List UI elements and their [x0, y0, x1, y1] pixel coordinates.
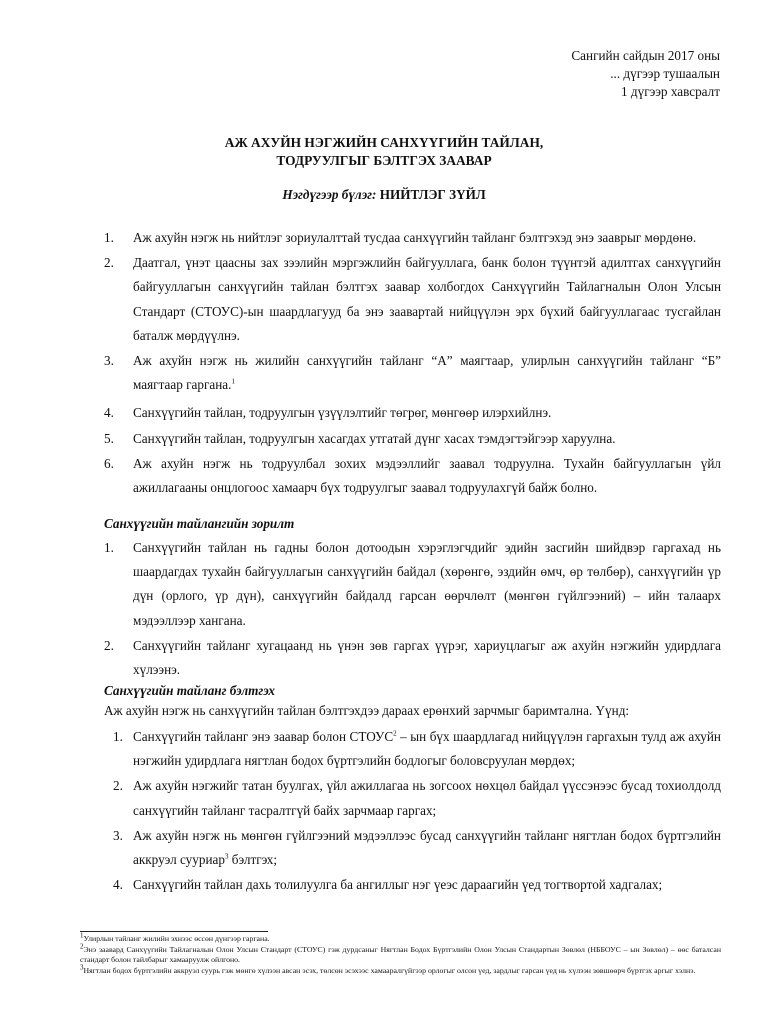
annex-line-2: ... дүгээр тушаалын [610, 66, 720, 81]
list-item: 1. Аж ахуйн нэгж нь нийтлэг зориулалттай тусдаа санхүүгийн тайланг бэлтгэхэд энэ зааврыг мөрдөнө. [104, 230, 697, 245]
list-item: 3. Аж ахуйн нэгж нь мөнгөн гүйлгээний мэдээллээс бусад санхүүгийн тайланг нягтлан бодох бүртгэлийн аккруэл сууриар$^3$ бэлтгэх; [113, 827, 721, 868]
chapter-prefix: Нэгдүгээр бүлэг: [282, 187, 377, 202]
document-title [0, 134, 768, 170]
footnote: $^2$Энэ заавард Санхүүгийн Тайлагналын Олон Улсын Стандарт (СТОУС) гэж дурдсаныг Нягтлан Бодох Бүртгэлийн Олон Улсын Стандартын Зөвлөл (НББОУС – ын Зөвлөл) – өөс баталсан стандарт болон тайлбарыг хамааруулж ойлгоно. [80, 941, 721, 964]
footnote-ref: 1 [231, 377, 235, 386]
title-line-1: АЖ АХУЙН НЭГЖИЙН САНХҮҮГИЙН ТАЙЛАН, [224, 135, 544, 150]
annex-line-3: 1 дүгээр хавсралт [621, 84, 720, 99]
list-item: 1. Санхүүгийн тайлан нь гадны болон дотоодын хэрэглэгчдийг эдийн засгийн шийдвэр гаргахад нь шаардагдах тухайн байгууллагын санхүүгийн байдал (хөрөнгө, эздийн өмч, өр төлбөр), санхүүгийн үр дүн (орлого, үр дүн), санхүүгийн байдалд гарсан өөрчлөлт (мөнгөн гүйлгээний) – ийн талаарх мэдээллээр хангана. [104, 540, 721, 628]
chapter-heading [0, 187, 768, 203]
list-item: 3. Аж ахуйн нэгж нь жилийн санхүүгийн тайланг “А” маягтаар, улирлын санхүүгийн тайланг “Б” маягтаар гаргана.$^1$ [104, 353, 721, 393]
chapter-name: НИЙТЛЭГ ЗҮЙЛ [379, 187, 486, 202]
footnotes [80, 931, 721, 976]
footnote: $^1$Улирлын тайланг жилийн эхнээс өссөн дүнгээр гаргана. [80, 931, 270, 943]
purpose-heading: Санхүүгийн тайлангийн зорилт [104, 516, 295, 531]
list-item: 2. Даатгал, үнэт цаасны зах зээлийн мэргэжлийн байгууллага, банк болон түүнтэй адилтгах санхүүгийн байгууллагын санхүүгийн тайлан бэлтгэх заавар холбогдох Санхүүгийн Тайлагналын Олон Улсын Стандарт (СТОУС)-ын шаардлагууд ба энэ заавартай нийцүүлэн эрх бүхий байгууллагаас тусгайлан баталж мөрдүүлнэ. [104, 255, 721, 343]
preparation-heading: Санхүүгийн тайланг бэлтгэх [104, 683, 276, 698]
list-item: 4. Санхүүгийн тайлан дахь толилуулга ба ангиллыг нэг үеэс дараагийн үед тогтвортой хадгалах; [113, 877, 663, 893]
list-item: 5. Санхүүгийн тайлан, тодруулгын хасагдах утгатай дүнг хасах тэмдэгтэйгээр харуулна. [104, 430, 616, 446]
list-item: 6. Аж ахуйн нэгж нь тодруулбал зохих мэдээллийг заавал тодруулна. Тухайн байгууллагын үйл ажиллагааны онцлогоос хамаарч бүх тодруулгыг заавал тодруулахгүй байж болно. [104, 455, 721, 496]
list-item: 1. Санхүүгийн тайланг энэ заавар болон СТОУС$^2$ – ын бүх шаардлагад нийцүүлэн гаргахын тулд аж ахуйн нэгжийн удирдлага нягтлан бодох бүртгэлийн бодлогыг боловсруулан мөрдөх; [113, 729, 721, 769]
footnote: $^3$Нягтлан бодох бүртгэлийн аккруэл суурь гэж мөнгө хүлээн авсан эсэх, төлсөн эсэхээс хамааралгүйгээр орлогыг олсон үед, зардлыг гарсан үед нь хүлээн зөвшөөрч бүртгэх аргыг хэлнэ. [80, 962, 696, 975]
list-item: 2. Аж ахуйн нэгжийг татан буулгах, үйл ажиллагаа нь зогсоох нөхцөл байдал үүссэнээс бусад тохиолдолд санхүүгийн тайланг тасралтгүй байх зарчмаар гаргах; [113, 778, 721, 818]
purpose-list [104, 536, 721, 682]
annex-line-1: Сангийн сайдын 2017 оны [571, 48, 720, 63]
footnote-ref: 2 [393, 729, 397, 738]
general-provisions [104, 226, 721, 500]
annex-header [571, 47, 720, 101]
title-line-2: ТОДРУУЛГЫГ БЭЛТГЭХ ЗААВАР [276, 153, 492, 168]
list-item: 4. Санхүүгийн тайлан, тодруулгын үзүүлэлтийг төгрөг, мөнгөөр илэрхийлнэ. [104, 405, 552, 421]
preparation-intro: Аж ахуйн нэгж нь санхүүгийн тайлан бэлтгэхдээ дараах ерөнхий зарчмыг баримтална. Үүнд: [104, 703, 630, 718]
list-item: 2. Санхүүгийн тайланг хугацаанд нь үнэн зөв гаргах үүрэг, хариуцлагыг аж ахуйн нэгжийн удирдлага хүлээнэ. [104, 637, 721, 678]
footnote-separator [80, 931, 268, 932]
preparation-list [104, 725, 721, 897]
footnote-ref: 3 [224, 852, 229, 861]
